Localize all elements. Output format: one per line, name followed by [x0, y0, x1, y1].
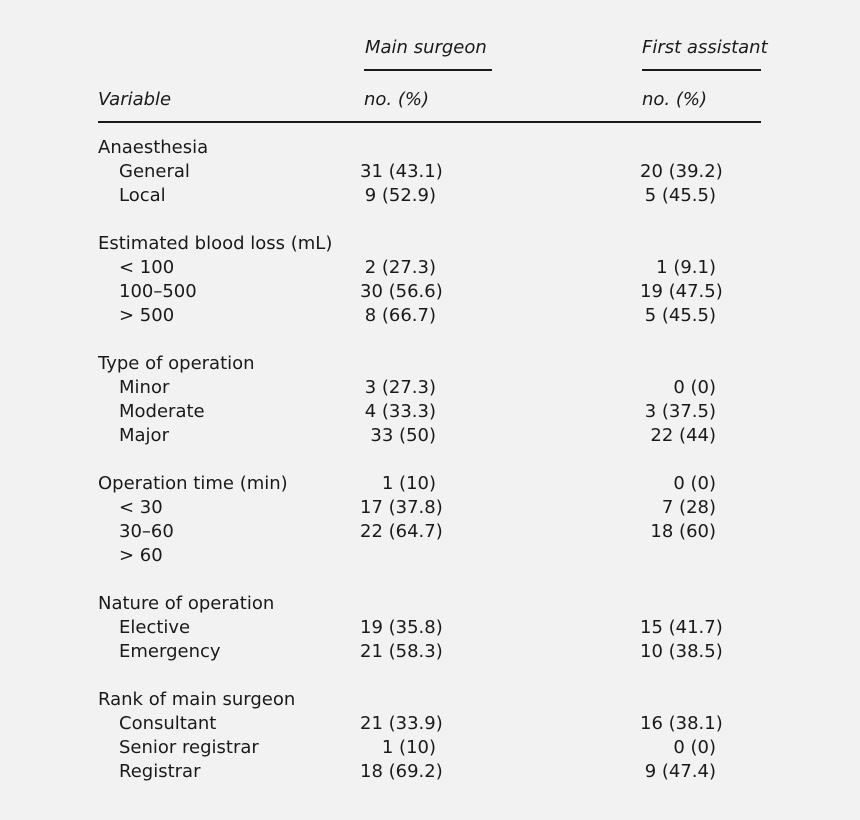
variable-group: [0, 136, 860, 208]
main-surgeon-value: 19 (35.8): [360, 617, 443, 638]
first-assistant-value: 5 (45.5): [644, 305, 716, 326]
table-body: [0, 136, 860, 808]
table-row: [0, 304, 860, 328]
group-title-row: [0, 592, 860, 616]
variable-heading: Variable: [98, 89, 172, 110]
variable-group: [0, 688, 860, 784]
row-label: Elective: [119, 617, 191, 638]
row-label: Senior registrar: [119, 737, 259, 758]
row-label: General: [119, 161, 190, 182]
group-title: Type of operation: [98, 353, 255, 374]
main-surgeon-value: 21 (58.3): [360, 641, 443, 662]
row-label: 100–500: [119, 281, 197, 302]
row-label: 30–60: [119, 521, 174, 542]
table-row: [0, 376, 860, 400]
main-surgeon-unit: no. (%): [364, 89, 430, 110]
row-label: Local: [119, 185, 166, 206]
group-title: Nature of operation: [98, 593, 275, 614]
variable-group: [0, 352, 860, 448]
first-assistant-value: 1 (9.1): [656, 257, 716, 278]
group-title-row: [0, 688, 860, 712]
first-assistant-value: 0 (0): [673, 473, 716, 494]
group-title-row: [0, 472, 860, 496]
first-assistant-unit: no. (%): [642, 89, 708, 110]
main-surgeon-value: 4 (33.3): [364, 401, 436, 422]
first-assistant-value: 0 (0): [673, 377, 716, 398]
table-row: [0, 400, 860, 424]
first-assistant-value: 3 (37.5): [644, 401, 716, 422]
table-row: [0, 640, 860, 664]
main-surgeon-value: 3 (27.3): [364, 377, 436, 398]
first-assistant-heading: First assistant: [642, 37, 768, 58]
table-row: [0, 760, 860, 784]
main-surgeon-value: 31 (43.1): [360, 161, 443, 182]
first-assistant-value: 9 (47.4): [644, 761, 716, 782]
row-label: Emergency: [119, 641, 221, 662]
row-label: Moderate: [119, 401, 205, 422]
table-row: [0, 424, 860, 448]
table-row: [0, 712, 860, 736]
first-assistant-value: 22 (44): [650, 425, 716, 446]
row-label: > 500: [119, 305, 175, 326]
row-label: < 100: [119, 257, 175, 278]
table-row: [0, 544, 860, 568]
table-row: [0, 520, 860, 544]
row-label: Minor: [119, 377, 170, 398]
variable-group: [0, 472, 860, 568]
main-surgeon-value: 22 (64.7): [360, 521, 443, 542]
row-label: Major: [119, 425, 169, 446]
main-surgeon-value: 30 (56.6): [360, 281, 443, 302]
variable-group: [0, 592, 860, 664]
first-assistant-value: 20 (39.2): [640, 161, 723, 182]
main-surgeon-value: 21 (33.9): [360, 713, 443, 734]
table-row: [0, 496, 860, 520]
table-row: [0, 256, 860, 280]
table-row: [0, 616, 860, 640]
first-assistant-underline: [642, 69, 761, 71]
main-surgeon-value: 18 (69.2): [360, 761, 443, 782]
group-title-row: [0, 136, 860, 160]
row-label: Consultant: [119, 713, 217, 734]
first-assistant-value: 15 (41.7): [640, 617, 723, 638]
table-row: [0, 736, 860, 760]
row-label: Registrar: [119, 761, 201, 782]
first-assistant-value: 18 (60): [650, 521, 716, 542]
main-surgeon-value: 8 (66.7): [364, 305, 436, 326]
first-assistant-value: 7 (28): [661, 497, 716, 518]
main-surgeon-value: 2 (27.3): [364, 257, 436, 278]
header-rule: [98, 121, 761, 123]
main-surgeon-heading: Main surgeon: [365, 37, 487, 58]
first-assistant-value: 19 (47.5): [640, 281, 723, 302]
table-row: [0, 280, 860, 304]
variable-group: [0, 232, 860, 328]
group-title-row: [0, 232, 860, 256]
main-surgeon-underline: [364, 69, 492, 71]
first-assistant-value: 0 (0): [673, 737, 716, 758]
main-surgeon-value: 1 (10): [381, 473, 436, 494]
group-title: Rank of main surgeon: [98, 689, 296, 710]
row-label: < 30: [119, 497, 163, 518]
row-label: > 60: [119, 545, 163, 566]
group-title: Anaesthesia: [98, 137, 209, 158]
first-assistant-value: 10 (38.5): [640, 641, 723, 662]
first-assistant-value: 16 (38.1): [640, 713, 723, 734]
main-surgeon-value: 9 (52.9): [364, 185, 436, 206]
group-title: Operation time (min): [98, 473, 288, 494]
table-row: [0, 160, 860, 184]
group-title: Estimated blood loss (mL): [98, 233, 333, 254]
main-surgeon-value: 1 (10): [381, 737, 436, 758]
group-title-row: [0, 352, 860, 376]
main-surgeon-value: 33 (50): [370, 425, 436, 446]
table-row: [0, 184, 860, 208]
main-surgeon-value: 17 (37.8): [360, 497, 443, 518]
first-assistant-value: 5 (45.5): [644, 185, 716, 206]
